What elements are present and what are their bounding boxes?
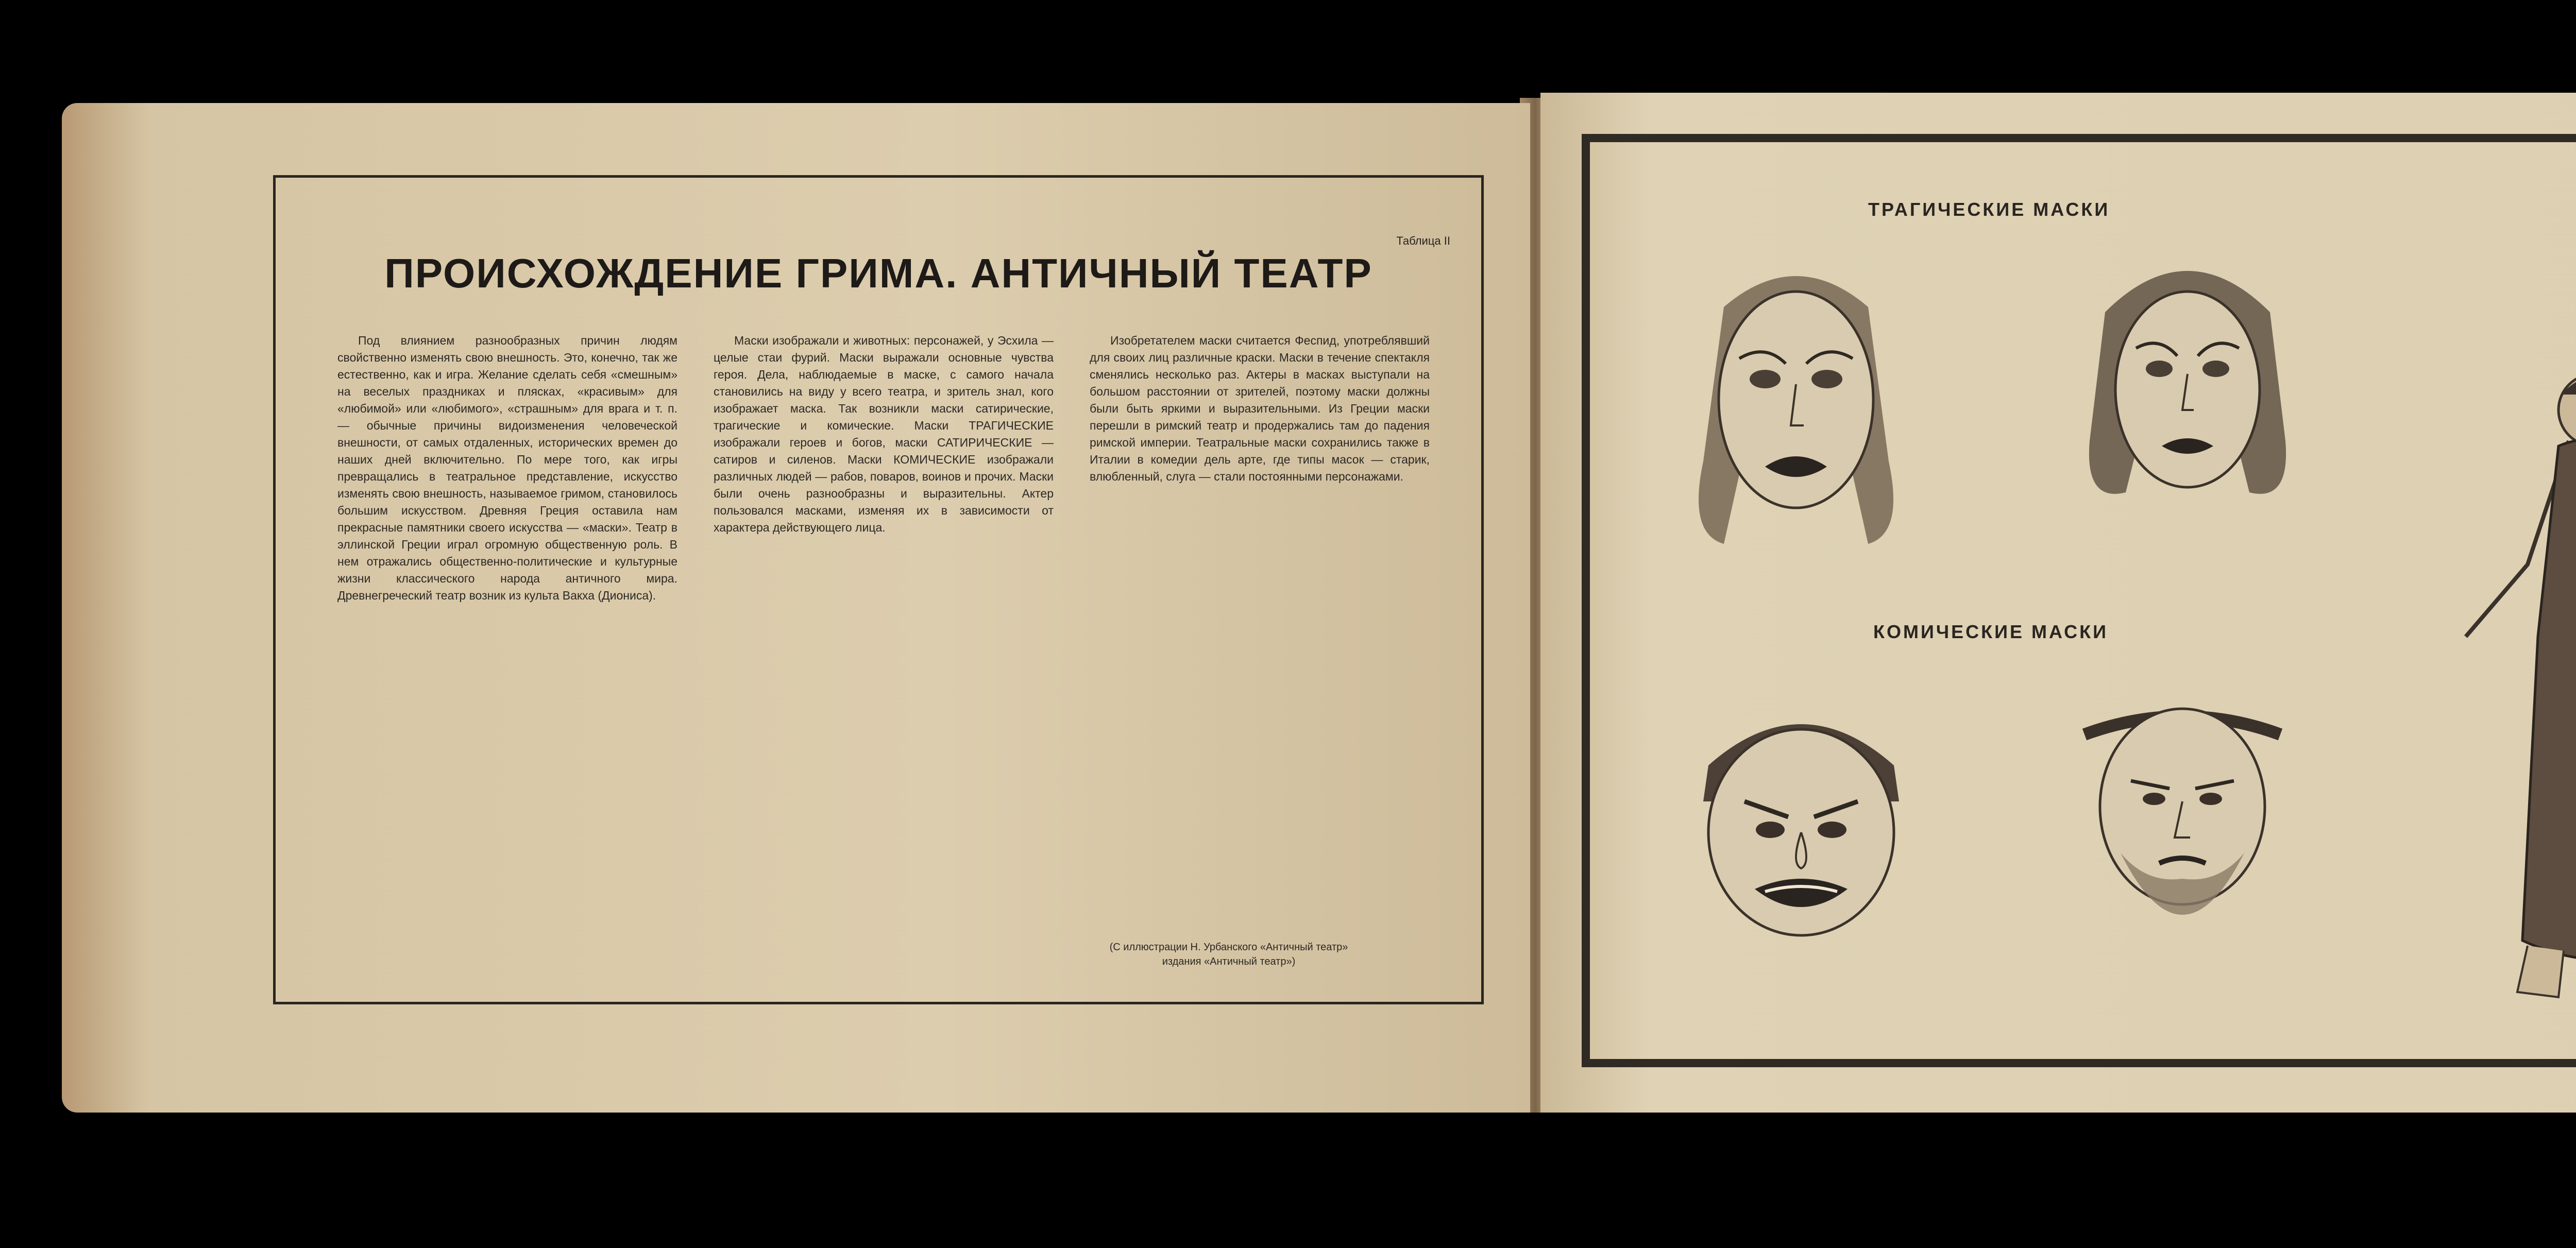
left-page-tab-label: Таблица II — [1396, 234, 1450, 247]
comic-mask-2-illustration — [2064, 668, 2301, 977]
right-page — [1540, 93, 2576, 1113]
comic-mask-1-illustration — [1677, 683, 1925, 951]
tragic-masks-heading: ТРАГИЧЕСКИЕ МАСКИ — [1868, 199, 2110, 220]
article-column-2 — [714, 332, 1054, 966]
open-book — [62, 93, 2576, 1118]
masked-actor-figure-illustration — [2435, 276, 2576, 1007]
column-1-text: Под влиянием разнообразных причин людям свойственно изменять свою внешность. Это, конечно, так же естественно, как и игра. Желание сделать себя «смешным» на веселых праздниках и плясках, «красивым» для «любимой» или «любимого», «страшным» для врага и т. п. — обычные причины видоизменения человеческой внешности, от самых отдаленных, исторических времен до наших дней включительно. По мере того, как игры превращались в театральное представление, искусство изменять свою внешность, называемое гримом, становилось большим искусством. Древняя Греция оставила нам прекрасные памятники своего искусства — «маски». Театр в эллинской Греции играл огромную общественную роль. В нем отражались общественно-политические и культурные жизни классического народа античного мира. Древнегреческий театр возник из культа Вакха (Диониса). — [337, 334, 677, 602]
article-footnote: (С иллюстрации Н. Урбанского «Античный театр» издания «Античный театр») — [1109, 942, 1348, 967]
tragic-mask-2-illustration — [2054, 235, 2321, 534]
article-title: ПРОИСХОЖДЕНИЕ ГРИМА. АНТИЧНЫЙ ТЕАТР — [384, 250, 1372, 296]
article-column-1 — [337, 332, 677, 966]
plate-frame — [1582, 134, 2576, 1067]
tragic-mask-1-illustration — [1662, 245, 1930, 554]
article-column-3 — [1090, 332, 1430, 966]
article-columns — [337, 332, 1430, 966]
comic-masks-heading: КОМИЧЕСКИЕ МАСКИ — [1873, 621, 2108, 642]
left-page — [62, 103, 1530, 1113]
left-page-frame — [273, 175, 1484, 1004]
column-2-text: Маски изображали и животных: персонажей, у Эсхила — целые стаи фурий. Маски выражали основные чувства героя. Дела, наблюдаемые в маске, с самого начала становились на виду у всего театра, и зритель знал, кого изображает маска. Так возникли маски сатирические, трагические и комические. Маски ТРАГИЧЕСКИЕ изображали героев и богов, маски САТИРИЧЕСКИЕ — сатиров и силенов. Маски КОМИЧЕСКИЕ изображали различных людей — рабов, поваров, воинов и прочих. Маски были очень разнообразны и выразительны. Актер пользовался масками, изменяя их в зависимости от характера действующего лица. — [714, 334, 1054, 534]
column-3-text: Изобретателем маски считается Феспид, употреблявший для своих лиц различные краски. Маски в течение спектакля сменялись несколько раз. Актеры в масках выступали на большом расстоянии от зрителей, поэтому маски должны были быть яркими и выразительными. Из Греции маски перешли в римский театр и продержались там до падения римской империи. Театральные маски сохранились также в Италии в комедии дель арте, где типы масок — старик, влюбленный, слуга — стали постоянными персонажами. — [1090, 334, 1430, 483]
